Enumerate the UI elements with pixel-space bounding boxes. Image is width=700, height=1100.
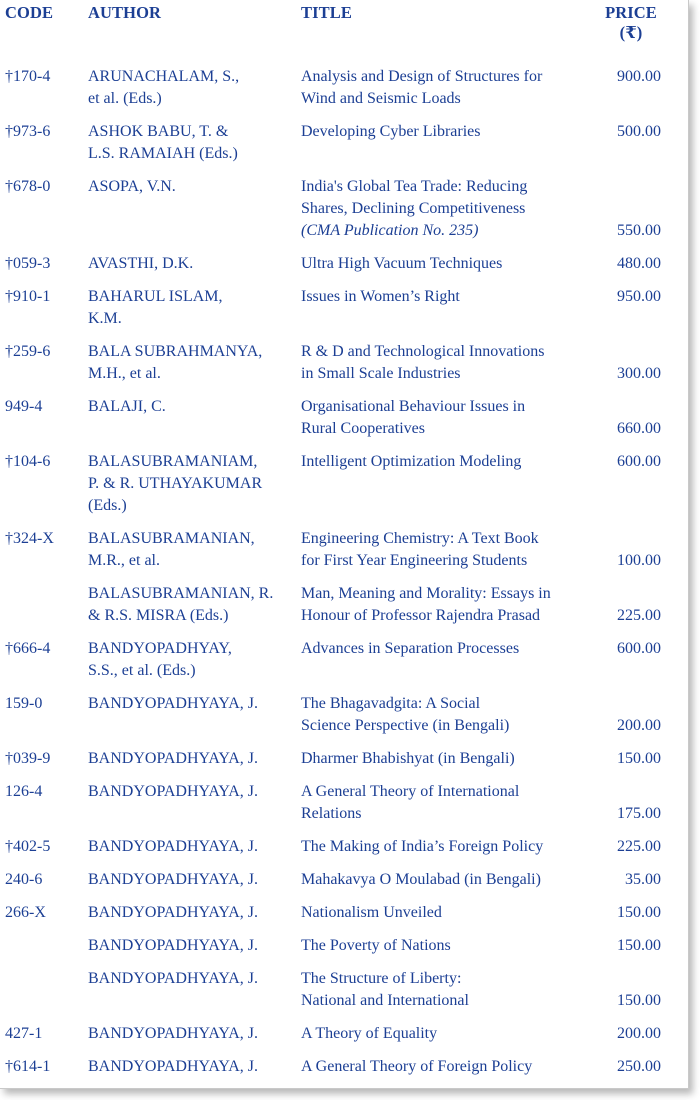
title-line: Rural Cooperatives	[301, 420, 425, 437]
book-price: 100.00	[617, 552, 661, 569]
title-line: Honour of Professor Rajendra Prasad	[301, 607, 541, 624]
book-author	[88, 781, 300, 803]
title-line: for First Year Engineering Students	[301, 552, 528, 569]
catalog-row	[0, 748, 688, 770]
book-title	[301, 286, 601, 308]
book-price: 660.00	[617, 420, 661, 437]
catalog-row	[0, 693, 688, 737]
author-line: ASOPA, V.N.	[88, 178, 176, 195]
book-title	[301, 748, 601, 770]
book-author	[88, 935, 300, 957]
book-title	[301, 902, 601, 924]
title-line: Engineering Chemistry: A Text Book	[301, 530, 539, 547]
catalog-row	[0, 253, 688, 275]
book-price: 480.00	[617, 255, 661, 272]
book-price: 300.00	[617, 365, 661, 382]
author-line: BANDYOPADHYAYA, J.	[88, 970, 258, 987]
book-title	[301, 176, 601, 242]
book-code: †170-4	[5, 68, 51, 85]
author-line: BANDYOPADHYAY,	[88, 640, 232, 657]
book-author	[88, 968, 300, 990]
author-line: BANDYOPADHYAYA, J.	[88, 937, 258, 954]
book-author	[88, 121, 300, 165]
title-line: A General Theory of International	[301, 783, 520, 800]
title-line: The Making of India’s Foreign Policy	[301, 838, 544, 855]
author-line: et al. (Eds.)	[88, 90, 162, 107]
catalog-row	[0, 902, 688, 924]
title-line: Intelligent Optimization Modeling	[301, 453, 522, 470]
book-code: 159-0	[5, 695, 43, 712]
catalog-row	[0, 66, 688, 110]
catalog-row	[0, 968, 688, 1012]
title-line: Organisational Behaviour Issues in	[301, 398, 526, 415]
author-line: K.M.	[88, 310, 122, 327]
book-code: †059-3	[5, 255, 51, 272]
book-title	[301, 66, 601, 110]
author-line: BANDYOPADHYAYA, J.	[88, 1025, 258, 1042]
catalog-row	[0, 781, 688, 825]
author-line: ASHOK BABU, T. &	[88, 123, 229, 140]
book-code: †614-1	[5, 1058, 51, 1075]
book-price: 200.00	[617, 717, 661, 734]
book-code: 240-6	[5, 871, 43, 888]
author-line: BANDYOPADHYAYA, J.	[88, 695, 258, 712]
catalog-row	[0, 341, 688, 385]
book-title	[301, 1023, 601, 1045]
book-code: 949-4	[5, 398, 43, 415]
book-price: 600.00	[617, 640, 661, 657]
book-price: 150.00	[617, 992, 661, 1009]
catalog-row	[0, 451, 688, 517]
title-line: National and International	[301, 992, 469, 1009]
header-author: AUTHOR	[88, 3, 162, 22]
book-code: 427-1	[5, 1025, 43, 1042]
title-line: Shares, Declining Competitiveness	[301, 200, 526, 217]
author-line: M.R., et al.	[88, 552, 160, 569]
title-line: India's Global Tea Trade: Reducing	[301, 178, 528, 195]
book-title	[301, 1056, 601, 1078]
book-title	[301, 583, 601, 627]
catalog-row	[0, 869, 688, 891]
book-author	[88, 836, 300, 858]
author-line: BALA SUBRAHMANYA,	[88, 343, 263, 360]
book-code: †910-1	[5, 288, 51, 305]
title-line: Ultra High Vacuum Techniques	[301, 255, 503, 272]
book-title	[301, 869, 601, 891]
book-author	[88, 66, 300, 110]
book-author	[88, 869, 300, 891]
title-line: Relations	[301, 805, 362, 822]
author-line: BANDYOPADHYAYA, J.	[88, 1058, 258, 1075]
book-title	[301, 836, 601, 858]
header-title: TITLE	[301, 3, 352, 22]
book-code: †324-X	[5, 530, 54, 547]
catalog-row	[0, 1056, 688, 1078]
author-line: P. & R. UTHAYAKUMAR	[88, 475, 263, 492]
catalog-row	[0, 935, 688, 957]
title-line: R & D and Technological Innovations	[301, 343, 545, 360]
book-title	[301, 451, 601, 473]
title-line: in Small Scale Industries	[301, 365, 461, 382]
title-line: Advances in Separation Processes	[301, 640, 520, 657]
title-line: Dharmer Bhabishyat (in Bengali)	[301, 750, 515, 767]
book-author	[88, 1023, 300, 1045]
book-title	[301, 935, 601, 957]
author-line: AVASTHI, D.K.	[88, 255, 194, 272]
title-line: Science Perspective (in Bengali)	[301, 717, 510, 734]
author-line: & R.S. MISRA (Eds.)	[88, 607, 229, 624]
book-price: 250.00	[617, 1058, 661, 1075]
book-title	[301, 528, 601, 572]
title-line: Mahakavya O Moulabad (in Bengali)	[301, 871, 541, 888]
author-line: BALASUBRAMANIAN,	[88, 530, 255, 547]
title-line: Wind and Seismic Loads	[301, 90, 461, 107]
book-title	[301, 341, 601, 385]
book-price: 500.00	[617, 123, 661, 140]
book-price: 200.00	[617, 1025, 661, 1042]
book-author	[88, 451, 300, 517]
book-title	[301, 253, 601, 275]
title-line: Issues in Women’s Right	[301, 288, 460, 305]
book-author	[88, 341, 300, 385]
author-line: BANDYOPADHYAYA, J.	[88, 750, 258, 767]
catalog-row	[0, 1023, 688, 1045]
catalog-row	[0, 286, 688, 330]
author-line: ARUNACHALAM, S.,	[88, 68, 240, 85]
book-price: 950.00	[617, 288, 661, 305]
book-code: 266-X	[5, 904, 46, 921]
catalog-row	[0, 121, 688, 165]
catalog-row	[0, 583, 688, 627]
book-price: 175.00	[617, 805, 661, 822]
title-line: A General Theory of Foreign Policy	[301, 1058, 533, 1075]
title-series-note: (CMA Publication No. 235)	[301, 222, 479, 239]
catalog-row	[0, 396, 688, 440]
book-author	[88, 1056, 300, 1078]
book-author	[88, 286, 300, 330]
author-line: BALASUBRAMANIAM,	[88, 453, 258, 470]
header-price	[601, 3, 661, 43]
author-line: M.H., et al.	[88, 365, 161, 382]
book-title	[301, 121, 601, 143]
author-line: BAHARUL ISLAM,	[88, 288, 223, 305]
title-line: The Poverty of Nations	[301, 937, 451, 954]
book-author	[88, 638, 300, 682]
author-line: L.S. RAMAIAH (Eds.)	[88, 145, 238, 162]
book-title	[301, 968, 601, 1012]
book-price: 150.00	[617, 750, 661, 767]
book-price: 150.00	[617, 904, 661, 921]
header-code: CODE	[5, 3, 54, 22]
title-line: Analysis and Design of Structures for	[301, 68, 543, 85]
book-title	[301, 396, 601, 440]
book-title	[301, 638, 601, 660]
book-author	[88, 902, 300, 924]
author-line: BALASUBRAMANIAN, R.	[88, 585, 274, 602]
book-code: †666-4	[5, 640, 51, 657]
book-code: †402-5	[5, 838, 51, 855]
header-currency: (₹)	[619, 23, 643, 42]
book-price: 900.00	[617, 68, 661, 85]
catalog-row	[0, 528, 688, 572]
book-author	[88, 253, 300, 275]
book-code: 126-4	[5, 783, 43, 800]
book-author	[88, 396, 300, 418]
author-line: BANDYOPADHYAYA, J.	[88, 904, 258, 921]
title-line: Man, Meaning and Morality: Essays in	[301, 585, 551, 602]
book-author	[88, 528, 300, 572]
book-price: 600.00	[617, 453, 661, 470]
book-code: †104-6	[5, 453, 51, 470]
book-price: 150.00	[617, 937, 661, 954]
author-line: BANDYOPADHYAYA, J.	[88, 838, 258, 855]
book-price: 225.00	[617, 607, 661, 624]
book-code: †973-6	[5, 123, 51, 140]
header-price-label: PRICE	[605, 3, 657, 22]
book-code: †039-9	[5, 750, 51, 767]
book-price: 550.00	[617, 222, 661, 239]
book-title	[301, 781, 601, 825]
author-line: (Eds.)	[88, 497, 127, 514]
book-price: 35.00	[625, 871, 661, 888]
book-title	[301, 693, 601, 737]
book-code: †259-6	[5, 343, 51, 360]
book-code: †678-0	[5, 178, 51, 195]
catalog-row	[0, 176, 688, 242]
author-line: BALAJI, C.	[88, 398, 166, 415]
title-line: The Bhagavadgita: A Social	[301, 695, 481, 712]
book-author	[88, 176, 300, 198]
title-line: A Theory of Equality	[301, 1025, 438, 1042]
title-line: The Structure of Liberty:	[301, 970, 462, 987]
book-author	[88, 693, 300, 715]
author-line: BANDYOPADHYAYA, J.	[88, 783, 258, 800]
title-line: Developing Cyber Libraries	[301, 123, 481, 140]
book-author	[88, 583, 300, 627]
book-price: 225.00	[617, 838, 661, 855]
catalog-row	[0, 638, 688, 682]
book-author	[88, 748, 300, 770]
author-line: S.S., et al. (Eds.)	[88, 662, 196, 679]
catalog-row	[0, 836, 688, 858]
author-line: BANDYOPADHYAYA, J.	[88, 871, 258, 888]
title-line: Nationalism Unveiled	[301, 904, 442, 921]
